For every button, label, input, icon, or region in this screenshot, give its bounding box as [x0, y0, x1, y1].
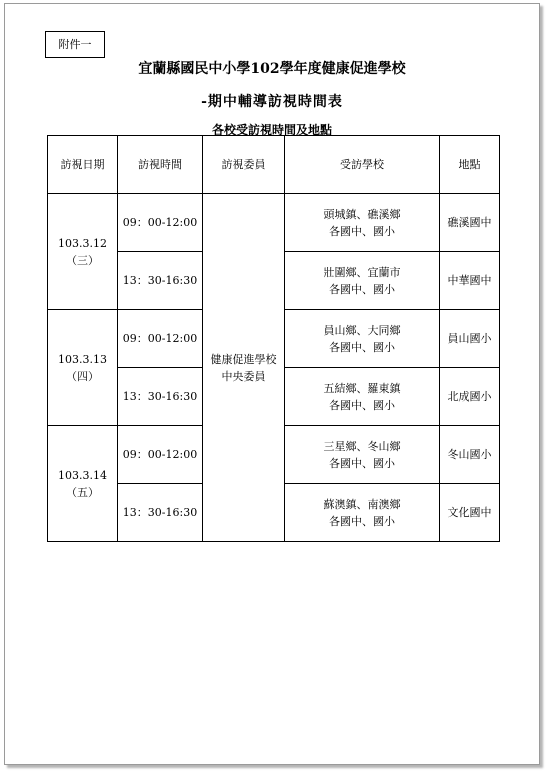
- attachment-label: 附件一: [45, 31, 105, 58]
- table-row: [48, 194, 500, 252]
- table-caption: 各校受訪視時間及地點: [211, 123, 332, 137]
- schools-line: 頭城鎮、礁溪鄉: [323, 207, 401, 221]
- date-value: 103.3.14: [58, 468, 107, 482]
- header-committee: 訪視委員: [203, 136, 285, 194]
- committee-line: 健康促進學校: [210, 352, 277, 366]
- time-cell: 09：00-12:00: [118, 426, 203, 484]
- location-cell: 礁溪國中: [440, 194, 500, 252]
- schools-line: 三星鄉、冬山鄉: [323, 439, 401, 453]
- weekday-value: （四）: [66, 369, 99, 383]
- schools-line: 各國中、國小: [329, 398, 395, 412]
- schools-line: 各國中、國小: [329, 514, 395, 528]
- committee-line: 中央委員: [221, 369, 266, 383]
- document-title: 宜蘭縣國民中小學102學年度健康促進學校: [138, 61, 406, 77]
- location-cell: 北成國小: [440, 368, 500, 426]
- date-cell: [48, 310, 118, 426]
- location-cell: 員山國小: [440, 310, 500, 368]
- document-page: [4, 3, 540, 765]
- schools-cell: [285, 194, 440, 252]
- schools-cell: [285, 368, 440, 426]
- header-location: 地點: [440, 136, 500, 194]
- document-subtitle: -期中輔導訪視時間表: [201, 94, 343, 110]
- weekday-value: （五）: [66, 485, 99, 499]
- time-cell: 13：30-16:30: [118, 368, 203, 426]
- schools-cell: [285, 426, 440, 484]
- date-value: 103.3.13: [58, 352, 107, 366]
- schools-line: 各國中、國小: [329, 456, 395, 470]
- schools-line: 壯圍鄉、宜蘭市: [323, 265, 401, 279]
- time-cell: 13：30-16:30: [118, 252, 203, 310]
- schools-line: 各國中、國小: [329, 282, 395, 296]
- time-cell: 09：00-12:00: [118, 194, 203, 252]
- location-cell: 冬山國小: [440, 426, 500, 484]
- time-cell: 13：30-16:30: [118, 484, 203, 542]
- location-cell: 文化國中: [440, 484, 500, 542]
- schools-cell: [285, 310, 440, 368]
- header-schools: 受訪學校: [285, 136, 440, 194]
- time-cell: 09：00-12:00: [118, 310, 203, 368]
- schedule-table: [47, 135, 500, 542]
- schools-cell: [285, 252, 440, 310]
- table-header-row: [48, 136, 500, 194]
- header-time: 訪視時間: [118, 136, 203, 194]
- date-cell: [48, 426, 118, 542]
- date-value: 103.3.12: [58, 236, 107, 250]
- schools-line: 各國中、國小: [329, 224, 395, 238]
- schools-line: 各國中、國小: [329, 340, 395, 354]
- date-cell: [48, 194, 118, 310]
- schools-line: 五結鄉、羅東鎮: [323, 381, 401, 395]
- schools-cell: [285, 484, 440, 542]
- weekday-value: （三）: [66, 253, 99, 267]
- schools-line: 員山鄉、大同鄉: [323, 323, 401, 337]
- location-cell: 中華國中: [440, 252, 500, 310]
- schools-line: 蘇澳鎮、南澳鄉: [323, 497, 401, 511]
- committee-cell: [203, 194, 285, 542]
- header-date: 訪視日期: [48, 136, 118, 194]
